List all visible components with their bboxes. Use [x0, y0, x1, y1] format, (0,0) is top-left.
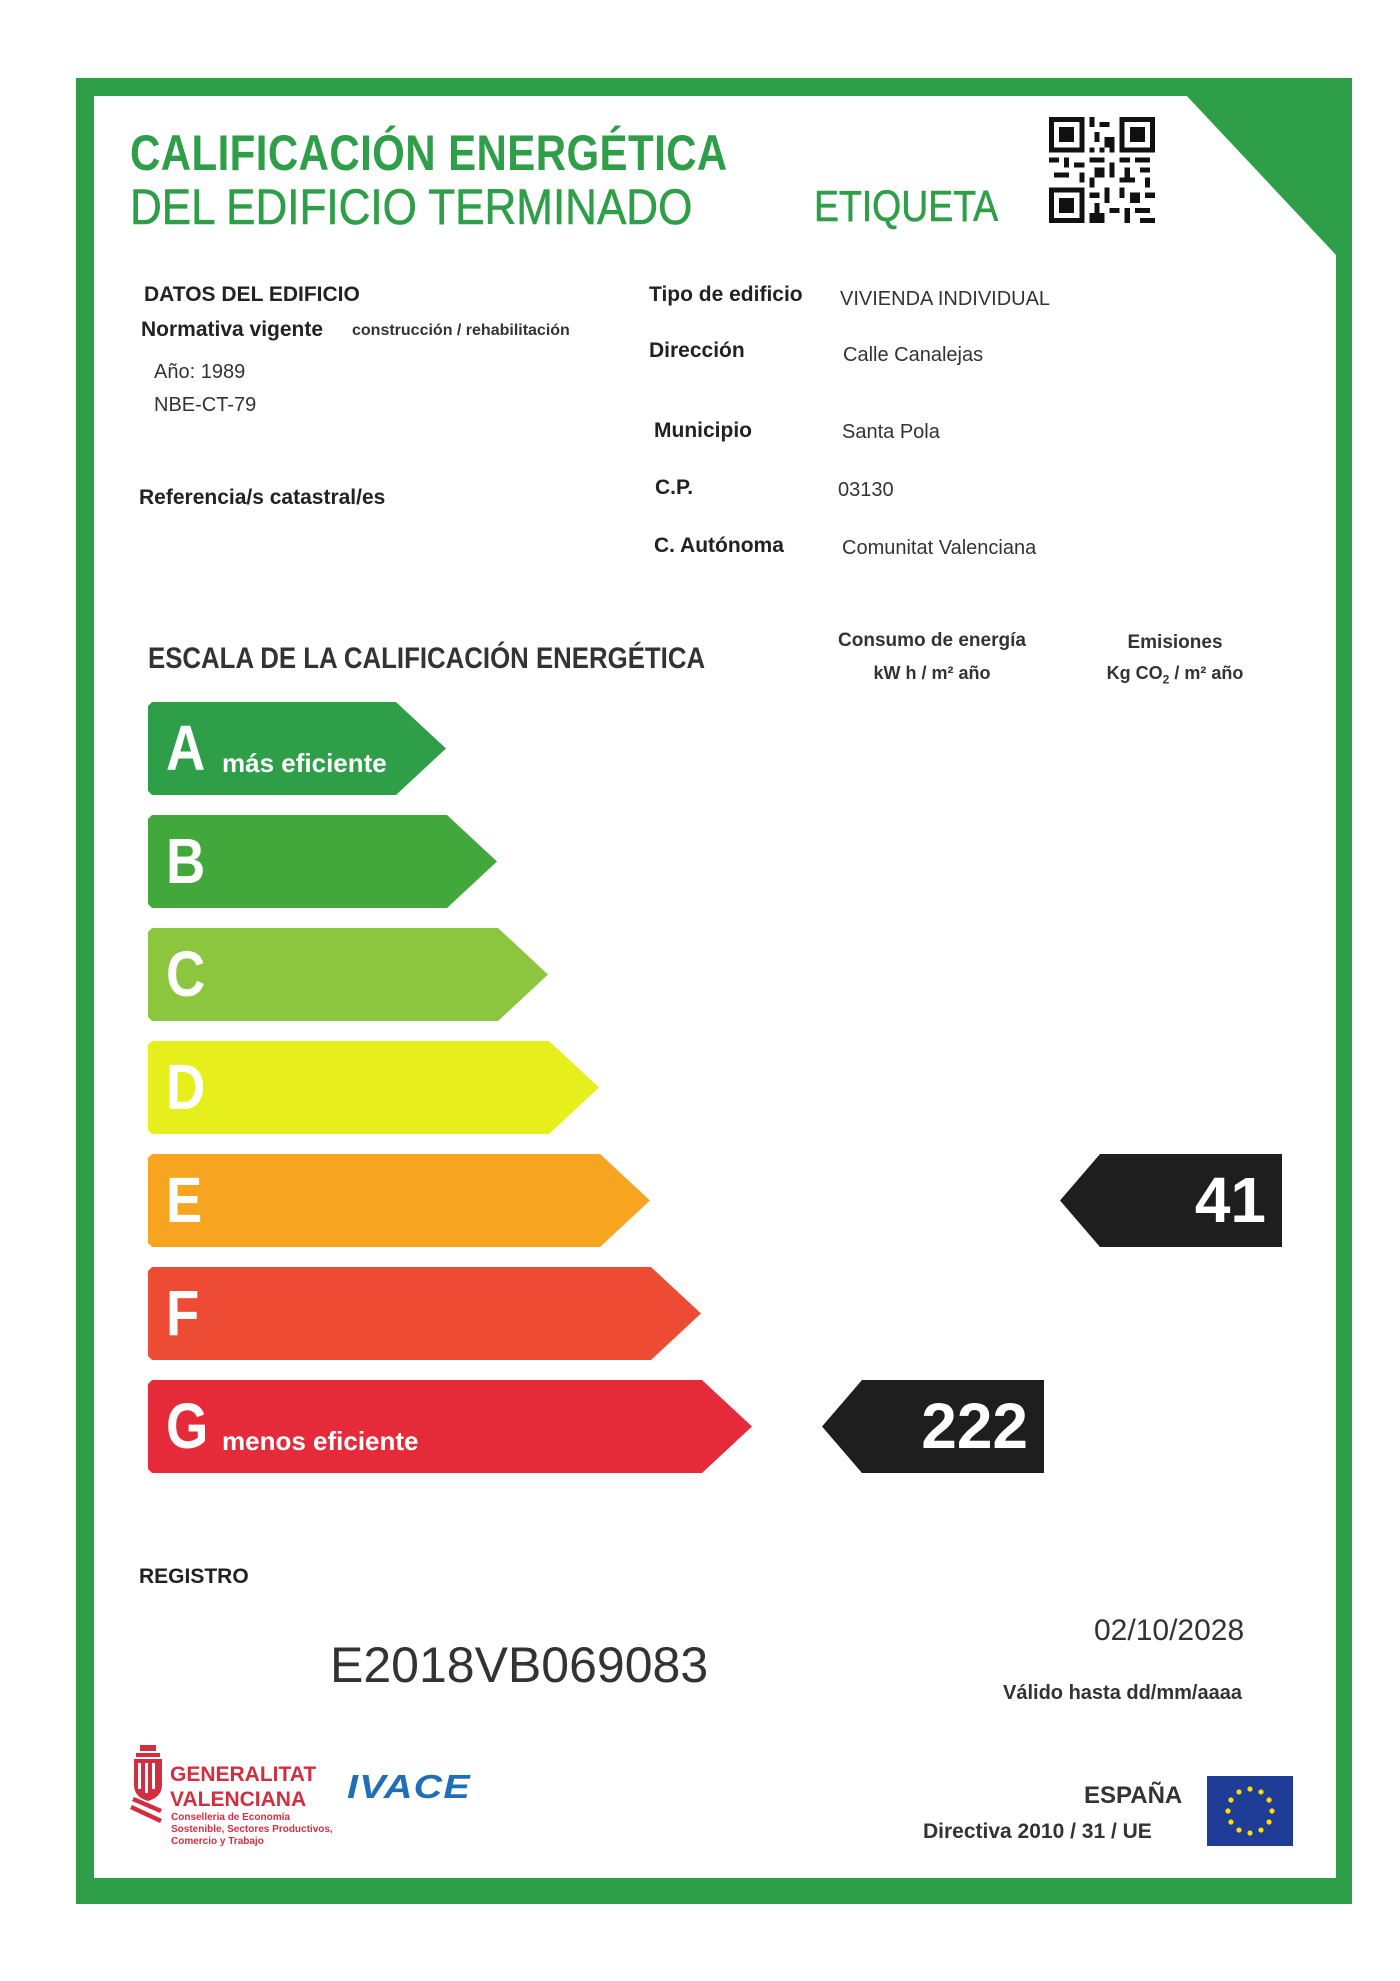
field-value-region: Comunitat Valenciana	[842, 537, 1037, 559]
directive-label: Directiva 2010 / 31 / UE	[923, 1820, 1152, 1843]
rating-band-d	[148, 1041, 599, 1134]
building-section-title: DATOS DEL EDIFICIO	[144, 283, 360, 306]
rating-band-letter: F	[166, 1277, 200, 1349]
generalitat-department: Conselleria de Economía Sostenible, Sectores Productivos, Comercio y Trabajo	[171, 1812, 333, 1847]
valid-until-date: 02/10/2028	[1094, 1614, 1245, 1647]
eu-flag-icon	[1207, 1776, 1293, 1846]
valid-until-label: Válido hasta dd/mm/aaaa	[1003, 1682, 1242, 1704]
rating-band-f	[148, 1267, 701, 1360]
scale-title: ESCALA DE LA CALIFICACIÓN ENERGÉTICA	[148, 642, 706, 675]
emissions-unit: Kg $CO_2 / m^2$ año	[1106, 663, 1244, 687]
field-label-postcode: C.P.	[655, 476, 694, 499]
registry-number: E2018VB069083	[330, 1637, 709, 1693]
rating-band-g	[148, 1380, 752, 1473]
field-label-region: C. Autónoma	[654, 534, 784, 557]
rating-band-e	[148, 1154, 650, 1247]
emissions-indicator	[1060, 1154, 1282, 1247]
generalitat-crest-icon	[130, 1745, 166, 1823]
ivace-logo	[347, 1769, 473, 1803]
normativa-note: construcción / rehabilitación	[352, 322, 570, 339]
qr-code-icon	[1049, 117, 1155, 223]
field-label-address: Dirección	[649, 339, 745, 362]
building-year: Año: 1989	[154, 361, 246, 383]
building-standard: NBE-CT-79	[154, 394, 257, 416]
svg-text:IVACE: IVACE	[347, 1769, 471, 1803]
emissions-indicator-value: 41	[1194, 1164, 1266, 1236]
title-line-1: CALIFICACIÓN ENERGÉTICA	[130, 125, 728, 181]
rating-band-letter: E	[166, 1164, 203, 1236]
field-value-municipality: Santa Pola	[842, 421, 940, 443]
title-line-2: DEL EDIFICIO TERMINADO	[130, 179, 693, 235]
rating-band-c	[148, 928, 548, 1021]
rating-band-letter: A	[166, 712, 206, 784]
rating-band-a	[148, 702, 446, 795]
rating-band-note: más eficiente	[222, 748, 387, 778]
consumption-indicator-value: 222	[921, 1390, 1028, 1462]
rating-band-note: menos eficiente	[222, 1426, 419, 1456]
registry-label: REGISTRO	[139, 1565, 249, 1588]
rating-band-b	[148, 815, 497, 908]
rating-band-letter: B	[166, 825, 206, 897]
corner-triangle	[1170, 78, 1352, 272]
title-tag: ETIQUETA	[814, 182, 999, 231]
generalitat-name: GENERALITAT VALENCIANA	[170, 1763, 317, 1811]
field-value-postcode: 03130	[838, 479, 894, 501]
normativa-label: Normativa vigente	[141, 318, 324, 341]
consumption-indicator	[822, 1380, 1044, 1473]
rating-band-letter: D	[166, 1051, 206, 1123]
field-label-municipality: Municipio	[654, 419, 752, 442]
field-value-address: Calle Canalejas	[843, 344, 984, 366]
field-label-type: Tipo de edificio	[649, 283, 803, 306]
rating-band-letter: G	[166, 1390, 209, 1462]
rating-band-letter: C	[166, 938, 206, 1010]
cadastral-label: Referencia/s catastral/es	[139, 486, 386, 509]
consumption-header: Consumo de energía	[838, 630, 1026, 651]
consumption-unit: kW h / m² año	[873, 663, 991, 683]
field-value-type: VIVIENDA INDIVIDUAL	[840, 288, 1051, 310]
emissions-header: Emisiones	[1127, 632, 1223, 653]
country-label: ESPAÑA	[1084, 1782, 1183, 1809]
